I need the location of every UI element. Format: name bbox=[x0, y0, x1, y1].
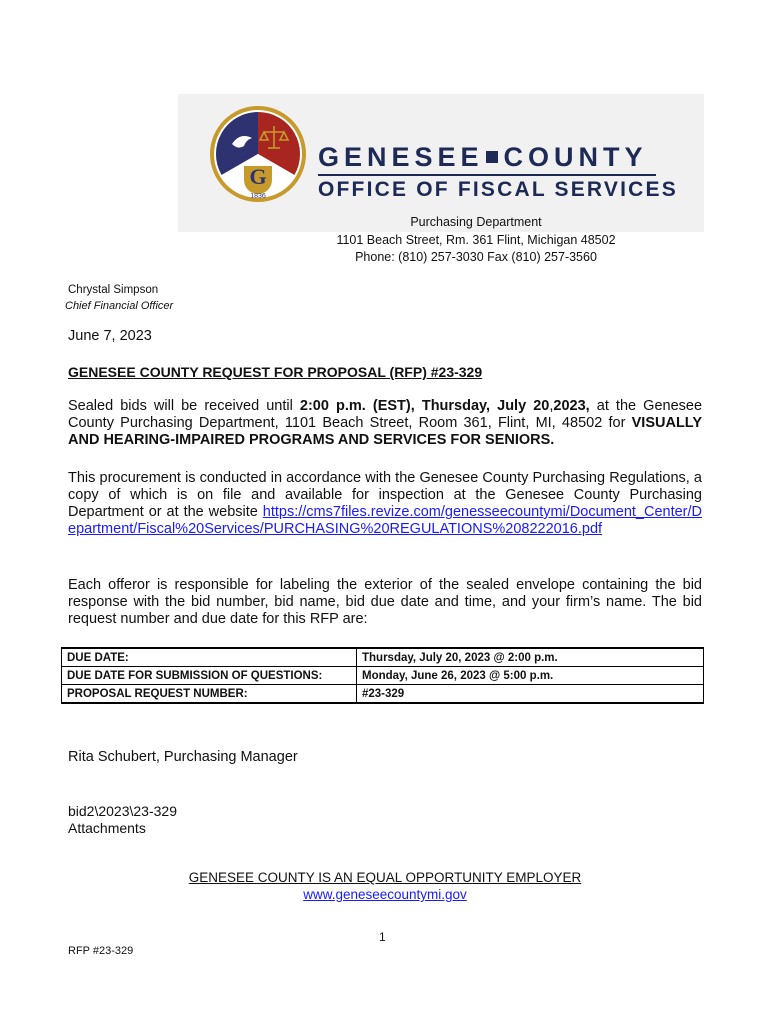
svg-text:1836: 1836 bbox=[250, 193, 266, 200]
signatory-name: Chrystal Simpson bbox=[68, 284, 159, 296]
regulations-link[interactable]: https://cms7files.revize.com/genesseecountymi/Document_Center/Department/Fiscal%20Services/PURCHASING%20REGULATIONS%208222016.pdf bbox=[68, 504, 702, 537]
department-name: Purchasing Department bbox=[410, 215, 542, 229]
manager-signature: Rita Schubert, Purchasing Manager bbox=[68, 749, 298, 765]
table-row bbox=[62, 685, 704, 704]
website-link[interactable]: www.geneseecountymi.gov bbox=[303, 887, 467, 902]
department-address: 1101 Beach Street, Rm. 361 Flint, Michigan 48502 bbox=[336, 233, 616, 247]
questions-due-value: Monday, June 26, 2023 @ 5:00 p.m. bbox=[357, 667, 704, 685]
paragraph-labeling: Each offeror is responsible for labeling the exterior of the sealed envelope containing the bid response with the bid number, bid name, bid due date and time, and your firm’s name. The bid request number and due date for this RFP are: bbox=[68, 577, 702, 627]
table-row bbox=[62, 648, 704, 667]
letter-date: June 7, 2023 bbox=[68, 328, 152, 344]
questions-due-label: DUE DATE FOR SUBMISSION OF QUESTIONS: bbox=[62, 667, 357, 685]
department-phone-fax: Phone: (810) 257-3030 Fax (810) 257-3560 bbox=[355, 250, 597, 264]
website-line bbox=[68, 887, 702, 902]
svg-text:G: G bbox=[249, 164, 267, 189]
due-date-table bbox=[61, 647, 704, 704]
office-name: OFFICE OF FISCAL SERVICES bbox=[318, 178, 678, 201]
page-number: 1 bbox=[379, 930, 386, 944]
letterhead-divider bbox=[318, 174, 656, 176]
rfp-heading: GENESEE COUNTY REQUEST FOR PROPOSAL (RFP) #23-329 bbox=[68, 364, 483, 380]
signatory-title: Chief Financial Officer bbox=[65, 300, 174, 312]
county-seal-icon bbox=[208, 104, 308, 204]
org-name: GENESEE COUNTY bbox=[318, 142, 648, 172]
request-number-value: #23-329 bbox=[357, 685, 704, 704]
eoe-statement: GENESEE COUNTY IS AN EQUAL OPPORTUNITY EMPLOYER bbox=[188, 870, 582, 885]
footer-rfp-reference: RFP #23-329 bbox=[68, 945, 134, 957]
due-date-value: Thursday, July 20, 2023 @ 2:00 p.m. bbox=[357, 648, 704, 667]
letterhead-logo bbox=[178, 94, 704, 232]
paragraph-sealed-bids: Sealed bids will be received until 2:00 p.m. (EST), Thursday, July 20,2023, at the Genesee County Purchasing Department, 1101 Beach Street, Room 361, Flint, MI, 48502 for VISUALLY AND HEARING-IMPAIRED PROGRAMS AND SERVICES FOR SENIORS. bbox=[68, 398, 703, 448]
request-number-label: PROPOSAL REQUEST NUMBER: bbox=[62, 685, 357, 704]
table-row bbox=[62, 667, 704, 685]
due-date-label: DUE DATE: bbox=[62, 648, 357, 667]
paragraph-procurement: This procurement is conducted in accordance with the Genesee County Purchasing Regulations, a copy of which is on file and available for inspection at the Genesee County Purchasing Department or at the website https://cms7files.revize.com/genesseecountymi/Document_Center/Department/Fiscal%20Services/PURCHASING%20REGULATIONS%208222016.pdf bbox=[68, 470, 702, 537]
attachments-label: Attachments bbox=[68, 820, 146, 836]
file-reference: bid2\2023\23-329 bbox=[68, 803, 177, 819]
